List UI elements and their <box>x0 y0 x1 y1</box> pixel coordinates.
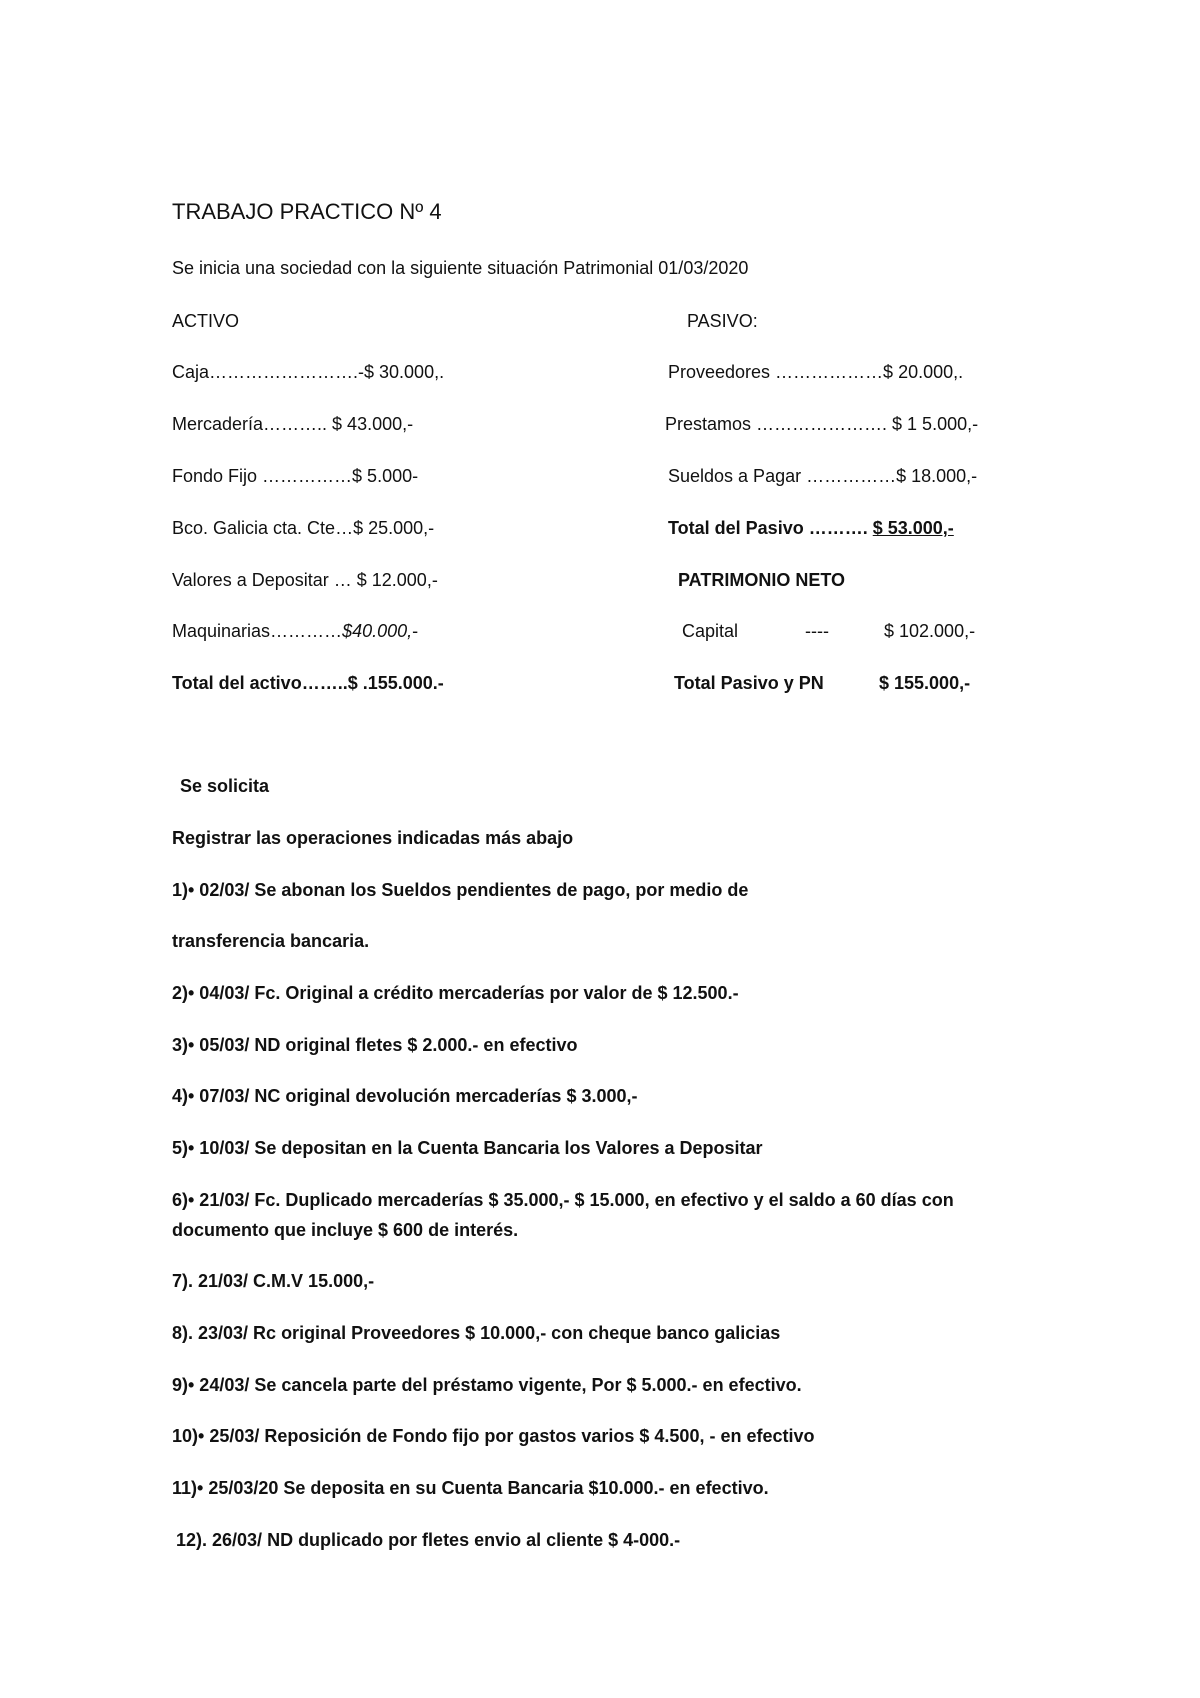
maquinarias-value: $40.000, <box>342 621 413 641</box>
operation-item: 5)• 10/03/ Se depositan en la Cuenta Bancaria los Valores a Depositar <box>172 1138 763 1158</box>
pasivo-heading: PASIVO: <box>687 311 758 331</box>
operation-item: 1)• 02/03/ Se abonan los Sueldos pendientes de pago, por medio de <box>172 880 749 900</box>
operation-item: 10)• 25/03/ Reposición de Fondo fijo por gastos varios $ 4.500, - en efectivo <box>172 1426 815 1446</box>
operation-item: 4)• 07/03/ NC original devolución mercaderías $ 3.000,- <box>172 1086 638 1106</box>
maquinarias-label: Maquinarias………… <box>172 621 343 641</box>
pasivo-total-label: Total del Pasivo ………. <box>668 518 868 538</box>
patrimonio-neto-heading: PATRIMONIO NETO <box>678 570 846 590</box>
operation-item: 9)• 24/03/ Se cancela parte del préstamo vigente, Por $ 5.000.- en efectivo. <box>172 1375 802 1395</box>
operation-item: 3)• 05/03/ ND original fletes $ 2.000.- en efectivo <box>172 1035 578 1055</box>
intro-text: Se inicia una sociedad con la siguiente situación Patrimonial 01/03/2020 <box>172 258 749 278</box>
capital-dash: ---- <box>805 621 829 641</box>
pasivo-total-value: $ 53.000,- <box>872 518 954 538</box>
capital-value: $ 102.000,- <box>884 621 976 641</box>
maquinarias-suffix: - <box>412 621 419 641</box>
activo-item-maquinarias <box>172 621 418 642</box>
pasivo-item: Prestamos …………………. $ 1 5.000,- <box>665 414 979 434</box>
operation-item: 7). 21/03/ C.M.V 15.000,- <box>172 1271 375 1291</box>
operation-item: 6)• 21/03/ Fc. Duplicado mercaderías $ 35.000,- $ 15.000, en efectivo y el saldo a 60 días con <box>172 1190 954 1210</box>
document-title: TRABAJO PRACTICO Nº 4 <box>172 199 442 224</box>
pasivo-item: Proveedores ………………$ 20.000,. <box>668 362 964 382</box>
operation-item: transferencia bancaria. <box>172 931 370 951</box>
activo-item: Caja…………………….-$ 30.000,. <box>172 362 445 382</box>
solicita-heading: Se solicita <box>180 776 270 796</box>
operation-item: 11)• 25/03/20 Se deposita en su Cuenta Bancaria $10.000.- en efectivo. <box>172 1478 769 1498</box>
activo-total: Total del activo……..$ .155.000.- <box>172 673 444 693</box>
activo-heading: ACTIVO <box>172 311 240 331</box>
operation-item: 8). 23/03/ Rc original Proveedores $ 10.000,- con cheque banco galicias <box>172 1323 781 1343</box>
activo-item: Bco. Galicia cta. Cte…$ 25.000,- <box>172 518 435 538</box>
operation-item: 12). 26/03/ ND duplicado por fletes envio al cliente $ 4-000.- <box>176 1530 681 1550</box>
activo-item: Mercadería……….. $ 43.000,- <box>172 414 414 434</box>
registrar-instruction: Registrar las operaciones indicadas más abajo <box>172 828 574 848</box>
operation-item: 2)• 04/03/ Fc. Original a crédito mercaderías por valor de $ 12.500.- <box>172 983 739 1003</box>
activo-item: Fondo Fijo ……………$ 5.000- <box>172 466 419 486</box>
pasivo-total <box>668 518 954 539</box>
total-pasivo-pn-label: Total Pasivo y PN <box>674 673 824 693</box>
operation-item: documento que incluye $ 600 de interés. <box>172 1220 519 1240</box>
total-pasivo-pn-value: $ 155.000,- <box>879 673 971 693</box>
capital-label: Capital <box>682 621 739 641</box>
pasivo-item: Sueldos a Pagar ……………$ 18.000,- <box>668 466 978 486</box>
activo-item: Valores a Depositar … $ 12.000,- <box>172 570 438 590</box>
